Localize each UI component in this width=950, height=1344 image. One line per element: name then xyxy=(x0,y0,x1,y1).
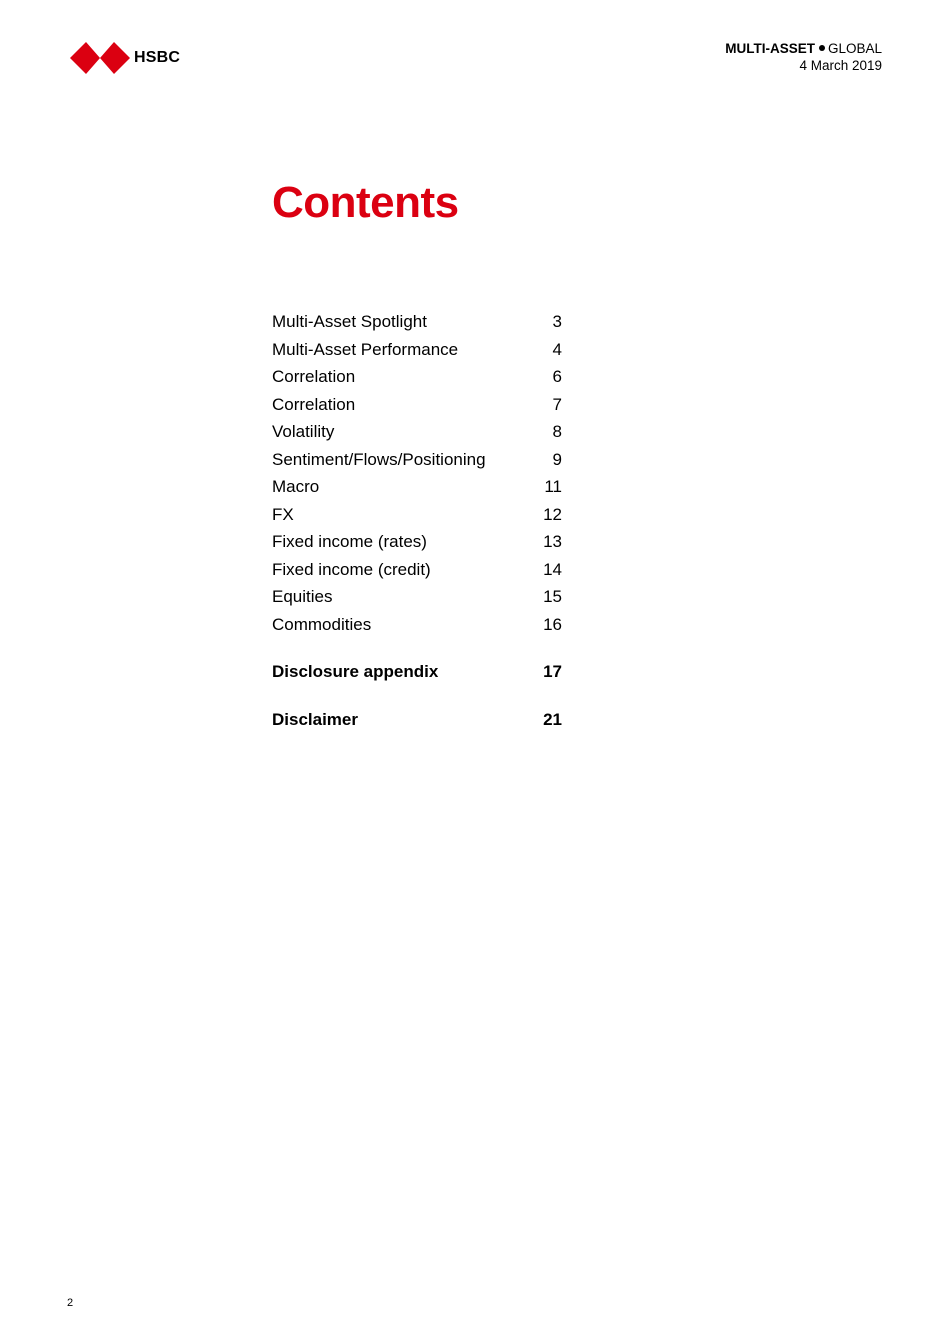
hsbc-hexagon-icon xyxy=(70,42,130,74)
report-header xyxy=(725,40,882,74)
toc-page: 17 xyxy=(543,662,562,681)
brand-name: HSBC xyxy=(134,49,181,66)
report-region: GLOBAL xyxy=(827,41,882,56)
toc-label: Multi-Asset Performance xyxy=(272,339,459,359)
toc-label: Macro xyxy=(272,477,320,496)
page-number: 2 xyxy=(67,1297,74,1309)
toc-page: 12 xyxy=(543,504,562,524)
report-series: MULTI-ASSET xyxy=(725,41,815,56)
toc-page: 16 xyxy=(543,614,562,634)
bullet-icon xyxy=(819,45,825,51)
toc-page: 13 xyxy=(543,532,562,551)
toc-disclaimer-row[interactable] xyxy=(272,708,562,732)
toc-row[interactable] xyxy=(272,613,562,641)
toc-row[interactable] xyxy=(272,365,562,393)
toc-page: 15 xyxy=(543,587,562,606)
toc-row[interactable] xyxy=(272,585,562,613)
toc-page: 7 xyxy=(552,394,562,414)
toc-page: 21 xyxy=(543,710,562,729)
toc-label: Disclaimer xyxy=(272,710,358,729)
toc-page: 4 xyxy=(552,339,562,359)
toc-row[interactable] xyxy=(272,558,562,586)
toc-row[interactable] xyxy=(272,310,562,338)
toc-row[interactable] xyxy=(272,503,562,531)
toc-row[interactable] xyxy=(272,448,562,476)
toc-page: 9 xyxy=(552,449,562,469)
toc-page: 14 xyxy=(543,559,562,579)
toc-label: Sentiment/Flows/Positioning xyxy=(272,449,486,469)
page-title: Contents xyxy=(272,178,459,227)
report-date: 4 March 2019 xyxy=(799,58,882,73)
toc-page: 3 xyxy=(552,312,562,331)
toc-row[interactable] xyxy=(272,420,562,448)
toc-row[interactable] xyxy=(272,475,562,503)
toc-disclosure-row[interactable] xyxy=(272,660,562,684)
toc-label: Commodities xyxy=(272,614,372,634)
toc-label: Fixed income (rates) xyxy=(272,532,427,551)
toc-label: Multi-Asset Spotlight xyxy=(272,312,427,331)
hsbc-logo xyxy=(70,42,180,74)
toc-page: 6 xyxy=(552,367,562,386)
toc-label: FX xyxy=(272,504,294,524)
toc-row[interactable] xyxy=(272,338,562,366)
toc-label: Equities xyxy=(272,587,333,606)
toc-label: Volatility xyxy=(272,422,335,441)
toc-page: 8 xyxy=(552,422,562,441)
toc-row[interactable] xyxy=(272,530,562,558)
toc-page: 11 xyxy=(544,477,562,496)
toc-label: Fixed income (credit) xyxy=(272,559,431,579)
toc-label: Disclosure appendix xyxy=(272,662,439,681)
table-of-contents xyxy=(272,310,562,732)
toc-row[interactable] xyxy=(272,393,562,421)
toc-list xyxy=(272,310,562,640)
toc-label: Correlation xyxy=(272,367,356,386)
report-series-line xyxy=(725,40,882,57)
toc-label: Correlation xyxy=(272,394,356,414)
